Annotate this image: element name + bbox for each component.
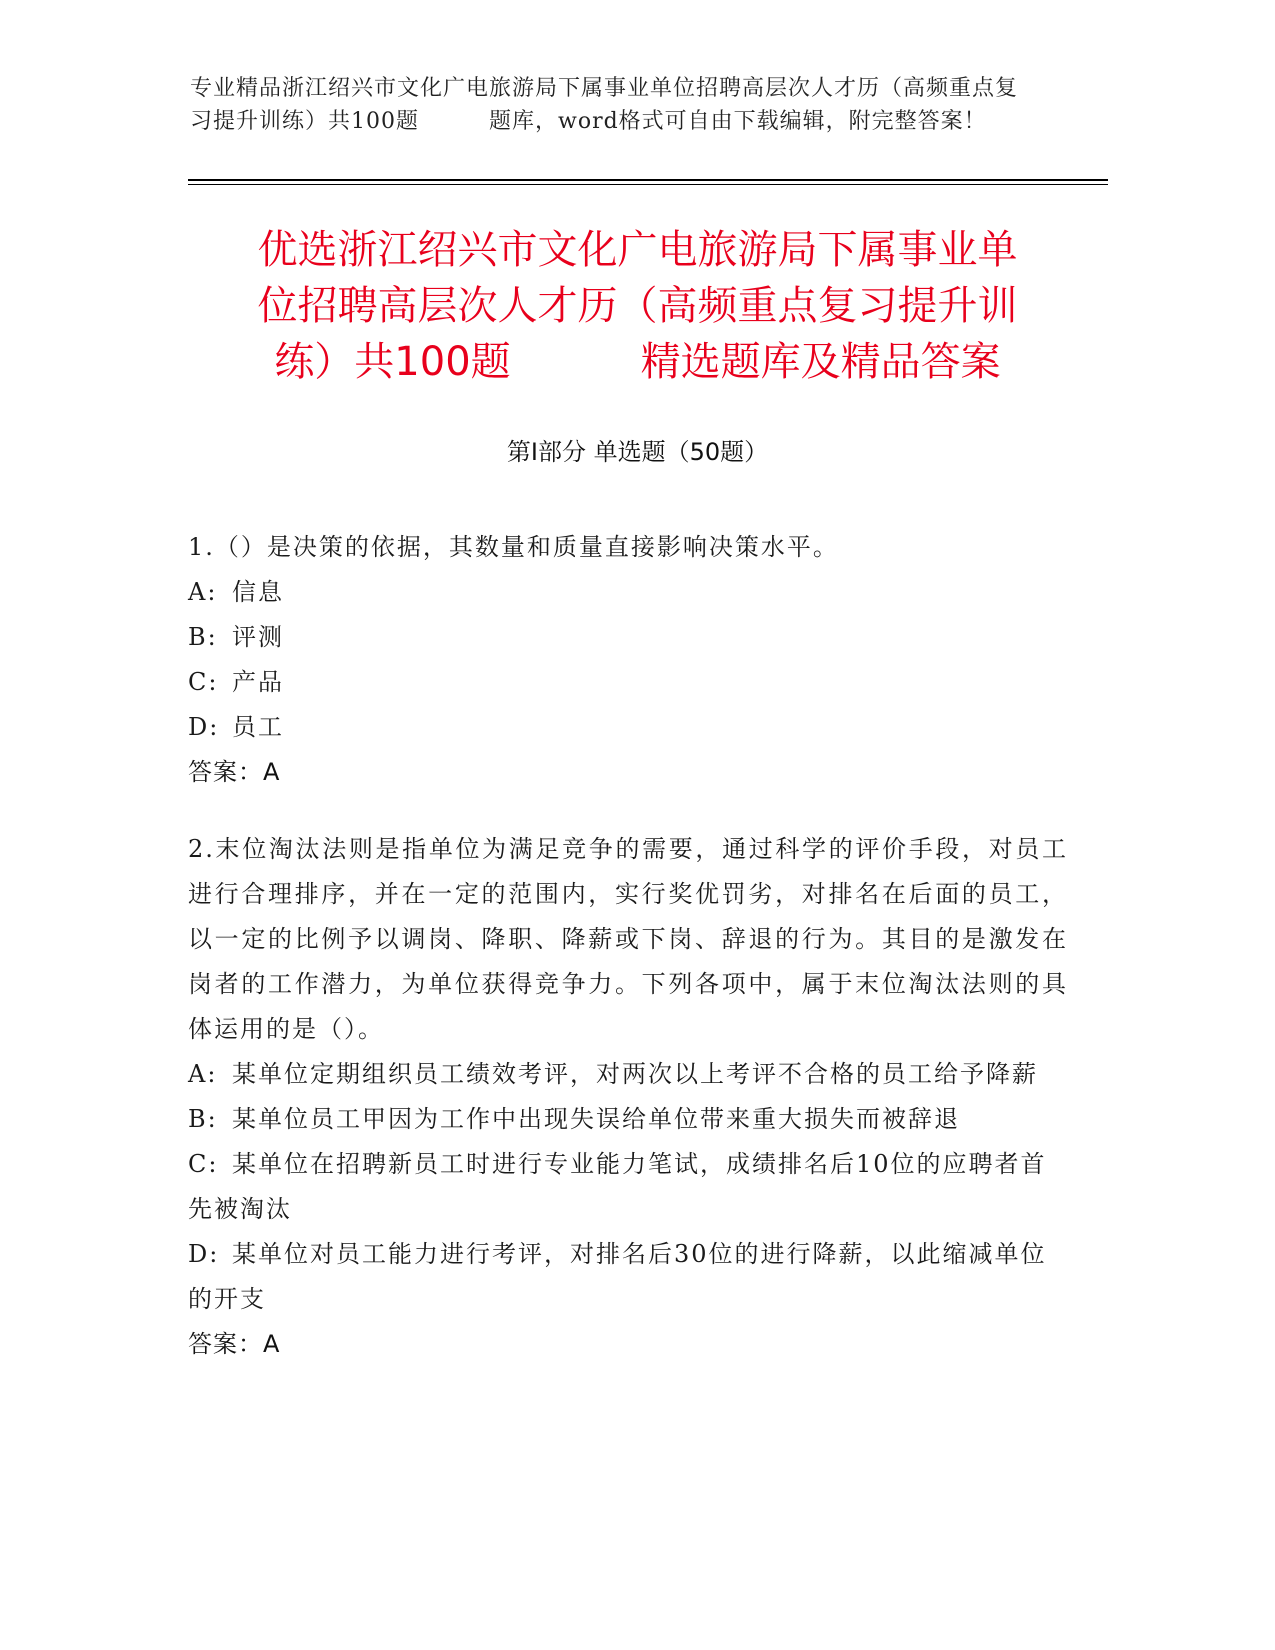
question-1 [188,525,1068,795]
question-stem: 2.末位淘汰法则是指单位为满足竞争的需要，通过科学的评价手段，对员工进行合理排序，并在一定的范围内，实行奖优罚劣，对排名在后面的员工，以一定的比例予以调岗、降职、降薪或下岗、辞退的行为。其目的是激发在岗者的工作潜力，为单位获得竞争力。下列各项中，属于末位淘汰法则的具体运用的是（）。 [188,835,1068,1043]
option-key: C: [188,1150,219,1178]
option-key: B: [188,1105,218,1133]
option-a [188,570,1068,615]
title-line-1: 优选浙江绍兴市文化广电旅游局下属事业单 [257,227,1018,273]
option-text: 评测 [232,623,284,651]
option-text: 某单位对员工能力进行考评，对排名后30位的进行降薪，以此缩减单位的开支 [188,1240,1047,1313]
option-key: A: [188,578,218,606]
option-key: D: [188,713,220,741]
option-key: D: [188,1240,220,1268]
header-line-2-end: 题库，word格式可自由下载编辑，附完整答案！ [489,109,987,134]
answer-line: 答案：A [188,758,281,786]
option-text: 信息 [232,578,284,606]
title-line-3-start: 练）共100题 [274,339,511,385]
question-stem: 1.（）是决策的依据，其数量和质量直接影响决策水平。 [188,533,839,561]
option-c [188,1142,1068,1232]
option-key: B: [188,623,218,651]
option-d [188,705,1068,750]
option-b [188,615,1068,660]
header-rule-thick [188,179,1108,181]
page-header [190,72,1090,138]
question-2 [188,827,1068,1367]
option-key: A: [188,1060,218,1088]
answer-line: 答案：A [188,1330,281,1358]
header-line-2 [190,105,1090,138]
header-rule-thin [188,184,1108,185]
header-line-1: 专业精品浙江绍兴市文化广电旅游局下属事业单位招聘高层次人才历（高频重点复 [190,76,1019,101]
document-title [170,222,1105,390]
title-line-3-end: 精选题库及精品答案 [640,339,1001,385]
option-c [188,660,1068,705]
option-text: 某单位定期组织员工绩效考评，对两次以上考评不合格的员工给予降薪 [232,1060,1038,1088]
option-text: 某单位在招聘新员工时进行专业能力笔试，成绩排名后10位的应聘者首先被淘汰 [188,1150,1047,1223]
header-line-2-start: 习提升训练）共100题 [190,109,419,134]
option-text: 某单位员工甲因为工作中出现失误给单位带来重大损失而被辞退 [232,1105,960,1133]
question-list [188,525,1068,1399]
option-text: 员工 [232,713,284,741]
option-key: C: [188,668,219,696]
option-b [188,1097,1068,1142]
option-d [188,1232,1068,1322]
section-heading: 第Ⅰ部分 单选题（50题） [506,438,769,466]
title-line-2: 位招聘高层次人才历（高频重点复习提升训 [257,283,1018,329]
title-line-3 [170,334,1105,390]
option-text: 产品 [232,668,284,696]
option-a [188,1052,1068,1097]
